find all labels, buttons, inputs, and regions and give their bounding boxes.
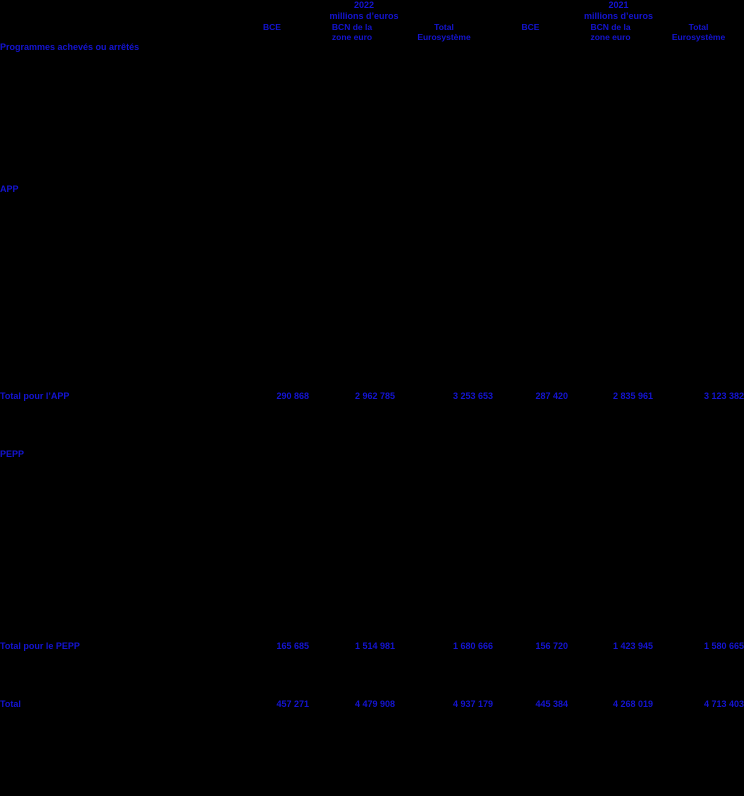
table-row-total-app	[0, 391, 744, 449]
cell-programmes-bcn-2021	[568, 42, 653, 184]
table-row-total-pepp	[0, 641, 744, 699]
cell-app-bcn-2022	[309, 184, 395, 391]
cell-app-bce-2021	[493, 184, 568, 391]
cell-programmes-total-2021	[653, 42, 744, 184]
cell-programmes-total-2022	[395, 42, 493, 184]
cell-total-app-total-2022: 3 253 653	[452, 391, 494, 401]
cell-pepp-bce-2022	[235, 449, 309, 641]
cell-pepp-bcn-2022	[309, 449, 395, 641]
row-label-pepp: PEPP	[0, 449, 25, 459]
header-group-2021-unit: millions d’euros	[584, 11, 654, 21]
row-label-total-app: Total pour l’APP	[0, 391, 70, 401]
header-group-2022-year: 2022	[353, 0, 375, 10]
cell-programmes-bcn-2022	[309, 42, 395, 184]
table-row-grand-total	[0, 699, 744, 731]
header-col-total-2021-line2: Eurosystème	[671, 32, 726, 42]
cell-total-app-bcn-2022: 2 962 785	[354, 391, 395, 401]
cell-total-pepp-bce-2021: 156 720	[535, 641, 569, 651]
row-label-programmes: Programmes achevés ou arrêtés	[0, 42, 140, 52]
cell-app-total-2021	[653, 184, 744, 391]
cell-app-bce-2022	[235, 184, 309, 391]
cell-programmes-bce-2022	[235, 42, 309, 184]
header-group-2022-unit: millions d’euros	[329, 11, 399, 21]
row-label-total-pepp: Total pour le PEPP	[0, 641, 80, 651]
header-col-bcn-2022-line1: BCN de la	[331, 22, 373, 32]
cell-total-app-bcn-2021: 2 835 961	[612, 391, 654, 401]
cell-grand-total-total-2021: 4 713 403	[703, 699, 744, 709]
cell-grand-total-bce-2022: 457 271	[276, 699, 309, 709]
row-label-app: APP	[0, 184, 19, 194]
cell-total-pepp-total-2022: 1 680 666	[452, 641, 494, 651]
header-year-row	[0, 0, 744, 22]
cell-total-pepp-bcn-2022: 1 514 981	[354, 641, 395, 651]
header-group-2022	[235, 0, 493, 22]
header-col-total-2021	[653, 22, 744, 42]
cell-total-pepp-total-2021: 1 580 665	[703, 641, 744, 651]
header-group-2021-year: 2021	[608, 0, 629, 10]
cell-total-pepp-bcn-2021: 1 423 945	[612, 641, 654, 651]
cell-total-app-bce-2021: 287 420	[535, 391, 569, 401]
header-col-bcn-2021	[568, 22, 653, 42]
header-col-total-2022	[395, 22, 493, 42]
cell-pepp-total-2021	[653, 449, 744, 641]
header-group-2021	[493, 0, 744, 22]
cell-total-app-bce-2022: 290 868	[276, 391, 309, 401]
header-col-bce-2021	[493, 22, 568, 42]
cell-pepp-bce-2021	[493, 449, 568, 641]
header-col-bcn-2022-line2: zone euro	[331, 32, 373, 42]
cell-pepp-total-2022	[395, 449, 493, 641]
header-col-total-2022-line1: Total	[434, 22, 454, 32]
cell-programmes-bce-2021	[493, 42, 568, 184]
cell-grand-total-bcn-2021: 4 268 019	[612, 699, 654, 709]
header-col-bcn-2022	[309, 22, 395, 42]
header-col-bce-2021-line1: BCE	[521, 22, 540, 32]
header-col-total-2021-line1: Total	[688, 22, 709, 32]
header-columns-corner	[0, 22, 235, 42]
cell-grand-total-total-2022: 4 937 179	[452, 699, 494, 709]
cell-app-total-2022	[395, 184, 493, 391]
header-col-bce-2022-line1: BCE	[263, 22, 281, 32]
table-row	[0, 184, 744, 391]
cell-grand-total-bce-2021: 445 384	[535, 699, 569, 709]
cell-pepp-bcn-2021	[568, 449, 653, 641]
row-label-grand-total: Total	[0, 699, 21, 709]
cell-grand-total-bcn-2022: 4 479 908	[354, 699, 395, 709]
cell-app-bcn-2021	[568, 184, 653, 391]
cell-total-app-total-2021: 3 123 382	[703, 391, 744, 401]
table-row	[0, 449, 744, 641]
cell-total-pepp-bce-2022: 165 685	[276, 641, 309, 651]
header-col-bce-2022	[235, 22, 309, 42]
header-col-bcn-2021-line1: BCN de la	[590, 22, 631, 32]
header-col-total-2022-line2: Eurosystème	[417, 32, 471, 42]
header-col-bcn-2021-line2: zone euro	[590, 32, 631, 42]
table-row	[0, 42, 744, 184]
header-corner	[0, 0, 235, 22]
header-column-row	[0, 22, 744, 42]
